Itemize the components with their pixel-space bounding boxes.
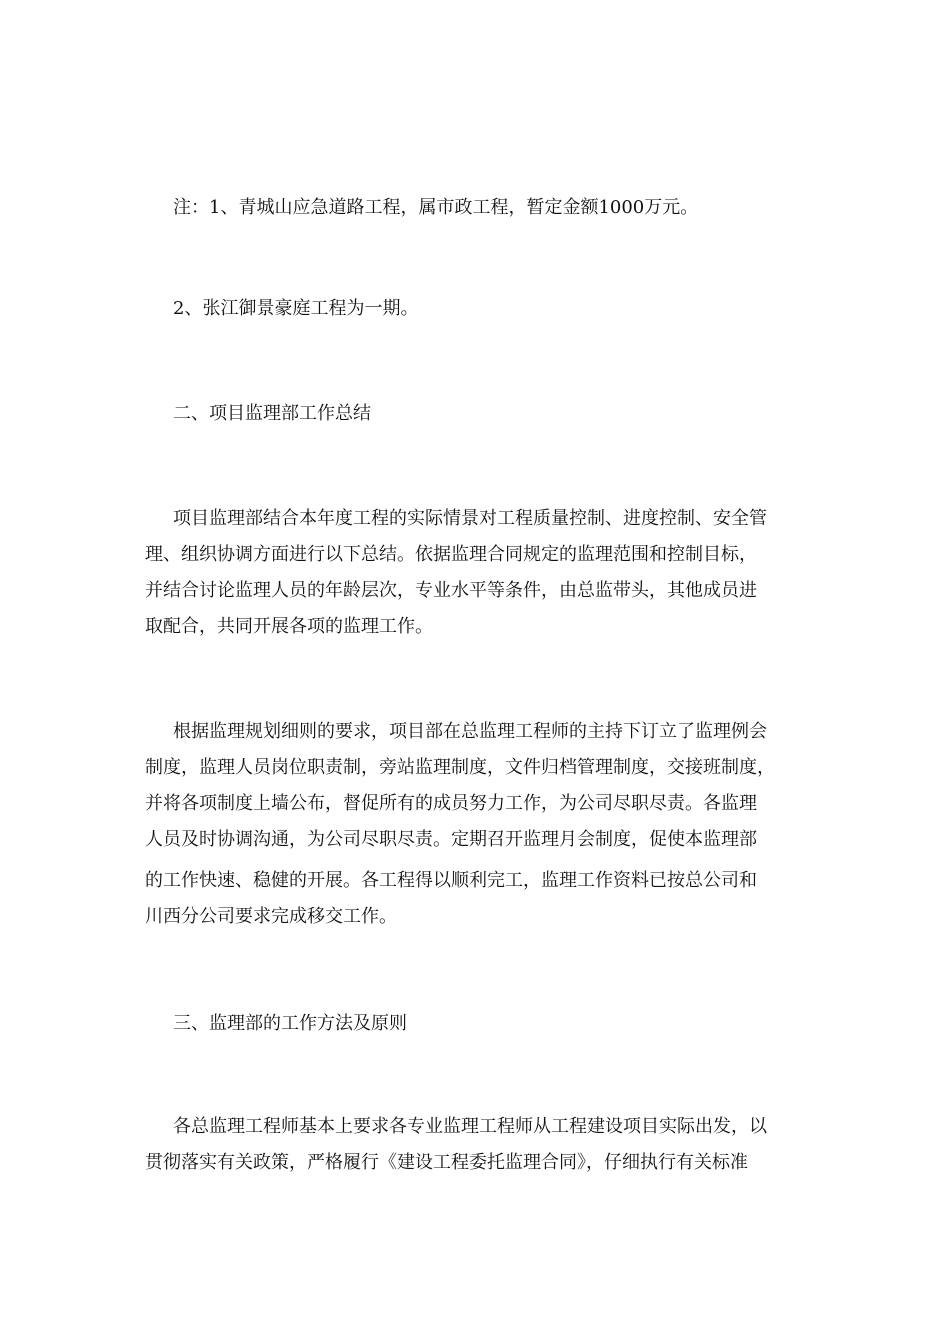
- section-3-heading: 三、监理部的工作方法及原则: [173, 1013, 407, 1034]
- paragraph-line: 并结合讨论监理人员的年龄层次，专业水平等条件，由总监带头，其他成员进: [145, 580, 757, 601]
- paragraph-line: 根据监理规划细则的要求，项目部在总监理工程师的主持下订立了监理例会: [173, 721, 767, 742]
- note-2: 2、张江御景豪庭工程为一期。: [173, 298, 419, 319]
- paragraph-line: 的工作快速、稳健的开展。各工程得以顺利完工，监理工作资料已按总公司和: [145, 870, 757, 891]
- paragraph-line: 贯彻落实有关政策，严格履行《建设工程委托监理合同》，仔细执行有关标准: [145, 1152, 748, 1173]
- paragraph-line: 人员及时协调沟通，为公司尽职尽责。定期召开监理月会制度，促使本监理部: [145, 829, 757, 850]
- paragraph-line: 理、组织协调方面进行以下总结。依据监理合同规定的监理范围和控制目标，: [145, 544, 757, 565]
- paragraph-line: 各总监理工程师基本上要求各专业监理工程师从工程建设项目实际出发，以: [173, 1116, 767, 1137]
- note-1: 注：1、青城山应急道路工程，属市政工程，暂定金额1000万元。: [173, 197, 699, 218]
- paragraph-line: 并将各项制度上墙公布，督促所有的成员努力工作，为公司尽职尽责。各监理: [145, 793, 757, 814]
- paragraph-line: 制度，监理人员岗位职责制，旁站监理制度，文件归档管理制度，交接班制度，: [145, 757, 775, 778]
- section-2-heading: 二、项目监理部工作总结: [173, 403, 371, 424]
- paragraph-line: 川西分公司要求完成移交工作。: [145, 906, 397, 927]
- paragraph-line: 项目监理部结合本年度工程的实际情景对工程质量控制、进度控制、安全管: [173, 508, 767, 529]
- paragraph-line: 取配合，共同开展各项的监理工作。: [145, 616, 433, 637]
